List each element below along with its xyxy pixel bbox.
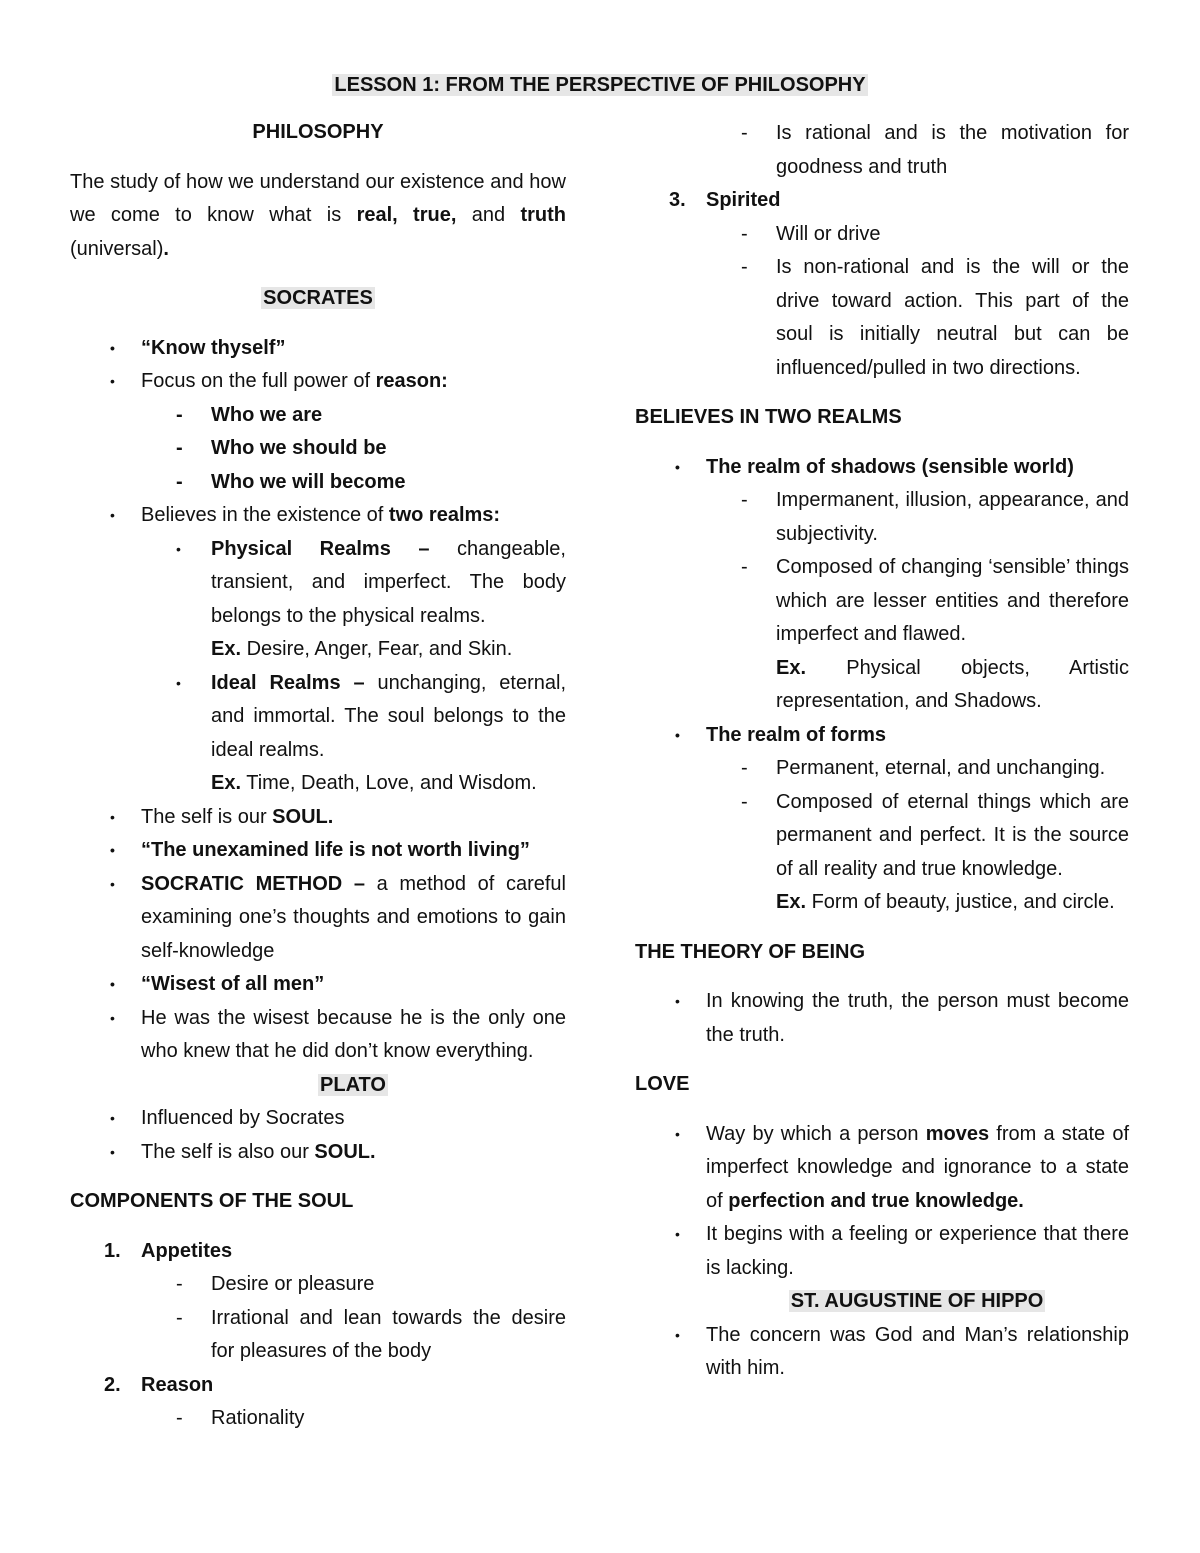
- physical-ex: Desire, Anger, Fear, and Skin.: [241, 638, 513, 660]
- plato-heading: PLATO: [320, 1073, 386, 1096]
- ideal-realms-item: [70, 667, 566, 801]
- realm-ex: Form of beauty, justice, and circle.: [806, 891, 1115, 913]
- love-text-2: from a state of imperfect knowledge and ignorance to a state of: [706, 1122, 1129, 1212]
- philosophy-heading: PHILOSOPHY: [252, 121, 384, 143]
- list-item: • In knowing the truth, the person must become the truth.: [635, 985, 1129, 1052]
- realm-item: - Permanent, eternal, and unchanging.: [635, 752, 1129, 786]
- plato-list: [70, 1102, 566, 1169]
- realms-heading: BELIEVES IN TWO REALMS: [635, 406, 902, 428]
- love-bold-2: perfection and true knowledge.: [728, 1189, 1024, 1212]
- realm-item-text: Composed of eternal things which are permanent and perfect. It is the source of all reality and true knowledge.: [776, 790, 1129, 880]
- list-item: • He was the wisest because he is the only one who knew that he did don’t know everything.: [70, 1002, 566, 1069]
- list-item: [635, 1118, 1129, 1219]
- num: 3.: [669, 189, 686, 211]
- love-list: [635, 1118, 1129, 1286]
- list-item: • The concern was God and Man’s relationship with him.: [635, 1319, 1129, 1386]
- augustine-list: [635, 1319, 1129, 1386]
- def-end: .: [163, 237, 169, 260]
- num: 2.: [104, 1373, 121, 1396]
- num: 1.: [104, 1239, 121, 1262]
- believes-bold: two realms:: [388, 504, 501, 526]
- def-text-2: and: [456, 204, 521, 226]
- focus-text: Focus on the full power of: [141, 370, 376, 392]
- socrates-heading-row: [70, 282, 566, 316]
- list-item: [70, 801, 566, 835]
- believes-text: Believes in the existence of: [141, 504, 389, 526]
- component-reason: [70, 1369, 566, 1403]
- component-item: - Desire or pleasure: [70, 1268, 566, 1302]
- reason-item: - Who we will become: [70, 466, 566, 500]
- component-item: - Is non-rational and is the will or the drive toward action. This part of the soul is initially neutral but can be influenced/pulled in two directions.: [635, 251, 1129, 385]
- method-bold: SOCRATIC METHOD –: [141, 872, 365, 895]
- love-heading: LOVE: [635, 1073, 690, 1095]
- realm-item: [635, 551, 1129, 719]
- component-item: - Will or drive: [635, 218, 1129, 252]
- self-text: The self is also our: [141, 1140, 315, 1163]
- def-bold-1: real, true,: [356, 204, 457, 226]
- ex-label: Ex.: [211, 772, 242, 794]
- ex-label: Ex.: [776, 891, 807, 913]
- socrates-heading: SOCRATES: [263, 287, 373, 309]
- list-item: [70, 1136, 566, 1170]
- ideal-ex: Time, Death, Love, and Wisdom.: [241, 772, 537, 794]
- reason-item: - Who we are: [70, 399, 566, 433]
- components-heading: COMPONENTS OF THE SOUL: [70, 1190, 354, 1212]
- list-item: [70, 499, 566, 533]
- component-item: - Is rational and is the motivation for goodness and truth: [635, 117, 1129, 184]
- love-bold-1: moves: [925, 1122, 990, 1145]
- component-appetites: [70, 1235, 566, 1269]
- ideal-bold: Ideal Realms –: [211, 671, 365, 694]
- reason-item: - Who we should be: [70, 432, 566, 466]
- being-heading: THE THEORY OF BEING: [635, 940, 866, 963]
- page-title-text: LESSON 1: FROM THE PERSPECTIVE OF PHILOSOPHY: [334, 74, 866, 96]
- love-text-1: Way by which a person: [706, 1122, 926, 1145]
- list-item: • “Wisest of all men”: [70, 968, 566, 1002]
- self-bold: SOUL.: [272, 805, 334, 828]
- realm-shadows: • The realm of shadows (sensible world): [635, 451, 1129, 485]
- realm-item: [635, 786, 1129, 920]
- ex-label: Ex.: [211, 638, 242, 660]
- component-spirited: [635, 184, 1129, 218]
- self-text: The self is our: [141, 805, 273, 828]
- philosophy-definition: [70, 166, 566, 267]
- realm-item-text: Composed of changing ‘sensible’ things which are lesser entities and therefore imperfect and flawed.: [776, 556, 1129, 645]
- focus-bold: reason:: [375, 370, 448, 392]
- component-item: - Irrational and lean towards the desire for pleasures of the body: [70, 1302, 566, 1369]
- method-text: a method of careful examining one’s thoughts and emotions to gain self-knowledge: [141, 872, 566, 962]
- self-bold: SOUL.: [314, 1140, 376, 1163]
- right-column: [635, 117, 1129, 1386]
- def-bold-2: truth: [520, 204, 567, 226]
- list-item: [70, 868, 566, 969]
- list-item: • Influenced by Socrates: [70, 1102, 566, 1136]
- component-label: Appetites: [141, 1239, 233, 1262]
- ex-label: Ex.: [776, 656, 807, 679]
- list-item: • “The unexamined life is not worth living”: [70, 834, 566, 868]
- component-item: - Rationality: [70, 1402, 566, 1436]
- socrates-list: [70, 332, 566, 1069]
- component-label: Spirited: [706, 189, 781, 211]
- realm-ex: Physical objects, Artistic representation, and Shadows.: [776, 656, 1129, 712]
- components-list: [70, 1235, 566, 1436]
- physical-text: changeable, transient, and imperfect. The body belongs to the physical realms.: [211, 537, 566, 627]
- list-item: [70, 365, 566, 399]
- plato-heading-row: [70, 1069, 566, 1103]
- page-title: [0, 70, 1200, 100]
- physical-realms-item: [70, 533, 566, 667]
- realm-item: - Impermanent, illusion, appearance, and subjectivity.: [635, 484, 1129, 551]
- list-item: • “Know thyself”: [70, 332, 566, 366]
- physical-bold: Physical Realms –: [211, 537, 430, 560]
- augustine-heading: ST. AUGUSTINE OF HIPPO: [790, 1290, 1044, 1312]
- list-item: • It begins with a feeling or experience that there is lacking.: [635, 1218, 1129, 1285]
- component-label: Reason: [141, 1373, 214, 1396]
- left-column: [70, 116, 566, 1436]
- reason-continued-list: [635, 117, 1129, 385]
- augustine-heading-row: [635, 1285, 1129, 1319]
- def-text-3: (universal): [70, 237, 164, 260]
- def-text-1: The study of how we understand our existence and how we come to know what is: [70, 170, 566, 226]
- realms-list: [635, 451, 1129, 920]
- realm-forms: • The realm of forms: [635, 719, 1129, 753]
- being-list: [635, 985, 1129, 1052]
- ideal-text: unchanging, eternal, and immortal. The soul belongs to the ideal realms.: [211, 671, 566, 761]
